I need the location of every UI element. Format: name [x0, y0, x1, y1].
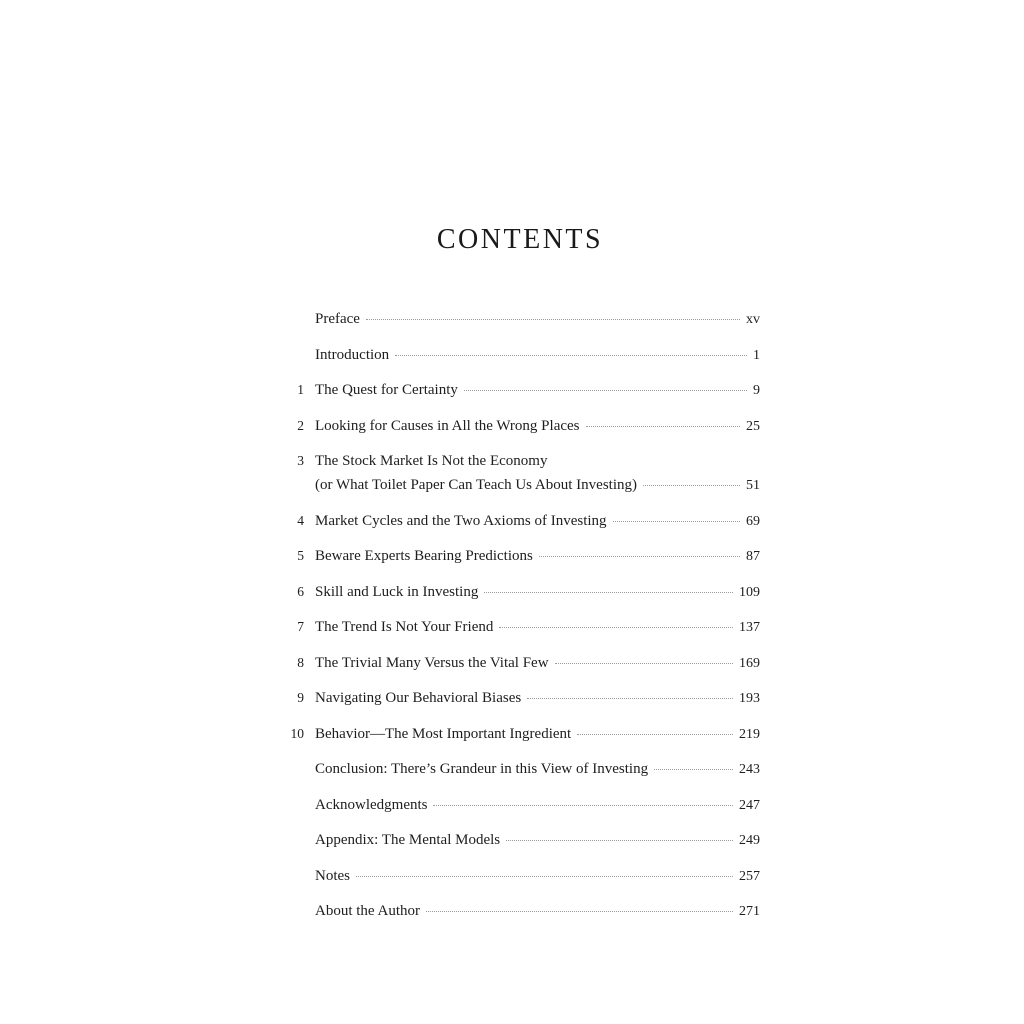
chapter-title: Conclusion: There’s Grandeur in this View of Investing	[315, 761, 649, 777]
chapter-title: Introduction	[315, 346, 390, 363]
entry-text	[315, 414, 760, 439]
chapter-title: Preface	[315, 311, 360, 327]
entry-text	[315, 757, 760, 782]
entry-line	[315, 722, 760, 747]
entry-text	[315, 615, 760, 640]
chapter-title: Acknowledgments	[315, 796, 428, 813]
dot-leader	[356, 876, 733, 877]
dot-leader	[527, 698, 733, 699]
dot-leader	[464, 390, 747, 391]
chapter-number: 1	[297, 382, 304, 397]
page-number: 137	[739, 620, 760, 635]
chapter-title: The Trend Is Not Your Friend	[315, 619, 494, 635]
entry-line	[315, 473, 760, 498]
page-title: CONTENTS	[436, 224, 604, 255]
chapter-number: 4	[297, 512, 304, 528]
entry-line	[315, 686, 760, 711]
page-number: 87	[746, 549, 760, 564]
entry-line	[315, 899, 760, 924]
entry-line	[315, 449, 760, 473]
page-number: xv	[746, 312, 760, 327]
chapter-title: The Trivial Many Versus the Vital Few	[315, 654, 549, 671]
entry-text	[315, 449, 760, 498]
chapter-number: 3	[297, 453, 304, 468]
dot-leader	[654, 769, 733, 770]
dot-leader	[433, 805, 733, 806]
entry-line	[315, 378, 760, 403]
dot-leader	[539, 556, 740, 557]
chapter-number: 10	[290, 725, 304, 741]
entry-text	[315, 343, 760, 368]
chapter-title: Skill and Luck in Investing	[315, 583, 479, 600]
page-number: 25	[746, 418, 760, 434]
chapter-number: 5	[297, 548, 304, 563]
dot-leader	[366, 319, 740, 320]
entry-text	[315, 722, 760, 747]
dot-leader	[613, 521, 740, 522]
entry-text	[315, 509, 760, 534]
page-number: 9	[753, 383, 760, 398]
chapter-title: About the Author	[315, 903, 420, 919]
chapter-number: 7	[297, 619, 304, 634]
page-number: 193	[739, 691, 760, 706]
dot-leader	[555, 663, 733, 664]
entry-text	[315, 864, 760, 889]
entry-line	[315, 828, 760, 853]
chapter-title: Looking for Causes in All the Wrong Places	[315, 417, 580, 434]
page-number: 243	[739, 762, 760, 777]
entry-line	[315, 757, 760, 782]
chapter-title: Behavior—The Most Important Ingredient	[315, 725, 572, 742]
entry-text	[315, 580, 760, 605]
page-number: 219	[739, 726, 760, 742]
chapter-title: Navigating Our Behavioral Biases	[315, 690, 522, 706]
chapter-title: The Quest for Certainty	[315, 382, 458, 398]
dot-leader	[643, 485, 740, 486]
chapter-title: The Stock Market Is Not the Economy	[315, 453, 548, 469]
page-number: 109	[739, 584, 760, 600]
dot-leader	[506, 840, 733, 841]
dot-leader	[484, 592, 733, 593]
chapter-number: 8	[297, 654, 304, 670]
dot-leader	[577, 734, 733, 735]
chapter-number: 6	[297, 583, 304, 599]
chapter-title: (or What Toilet Paper Can Teach Us About Investing)	[315, 477, 638, 493]
entry-text	[315, 544, 760, 569]
entry-line	[315, 544, 760, 569]
chapter-number: 2	[297, 417, 304, 433]
entry-text	[315, 899, 760, 924]
entry-line	[315, 615, 760, 640]
dot-leader	[586, 426, 741, 427]
entry-line	[315, 793, 760, 818]
page-number: 169	[739, 655, 760, 671]
dot-leader	[499, 627, 733, 628]
entry-line	[315, 651, 760, 676]
page-number: 249	[739, 833, 760, 848]
dot-leader	[426, 911, 733, 912]
entry-text	[315, 651, 760, 676]
page-number: 51	[746, 478, 760, 493]
entry-line	[315, 864, 760, 889]
page-number: 257	[739, 868, 760, 884]
entry-text	[315, 828, 760, 853]
page-number: 1	[753, 347, 760, 363]
entry-line	[315, 307, 760, 332]
entry-text	[315, 793, 760, 818]
entry-line	[315, 343, 760, 368]
entry-text	[315, 307, 760, 332]
entry-line	[315, 509, 760, 534]
chapter-title: Notes	[315, 867, 350, 884]
chapter-number: 9	[297, 690, 304, 705]
entry-line	[315, 580, 760, 605]
page-number: 69	[746, 513, 760, 529]
dot-leader	[395, 355, 747, 356]
entry-text	[315, 378, 760, 403]
entry-line	[315, 414, 760, 439]
page-number: 247	[739, 797, 760, 813]
entry-text	[315, 686, 760, 711]
chapter-title: Appendix: The Mental Models	[315, 832, 501, 848]
chapter-title: Market Cycles and the Two Axioms of Investing	[315, 512, 607, 529]
chapter-title: Beware Experts Bearing Predictions	[315, 548, 533, 564]
page-number: 271	[739, 904, 760, 919]
